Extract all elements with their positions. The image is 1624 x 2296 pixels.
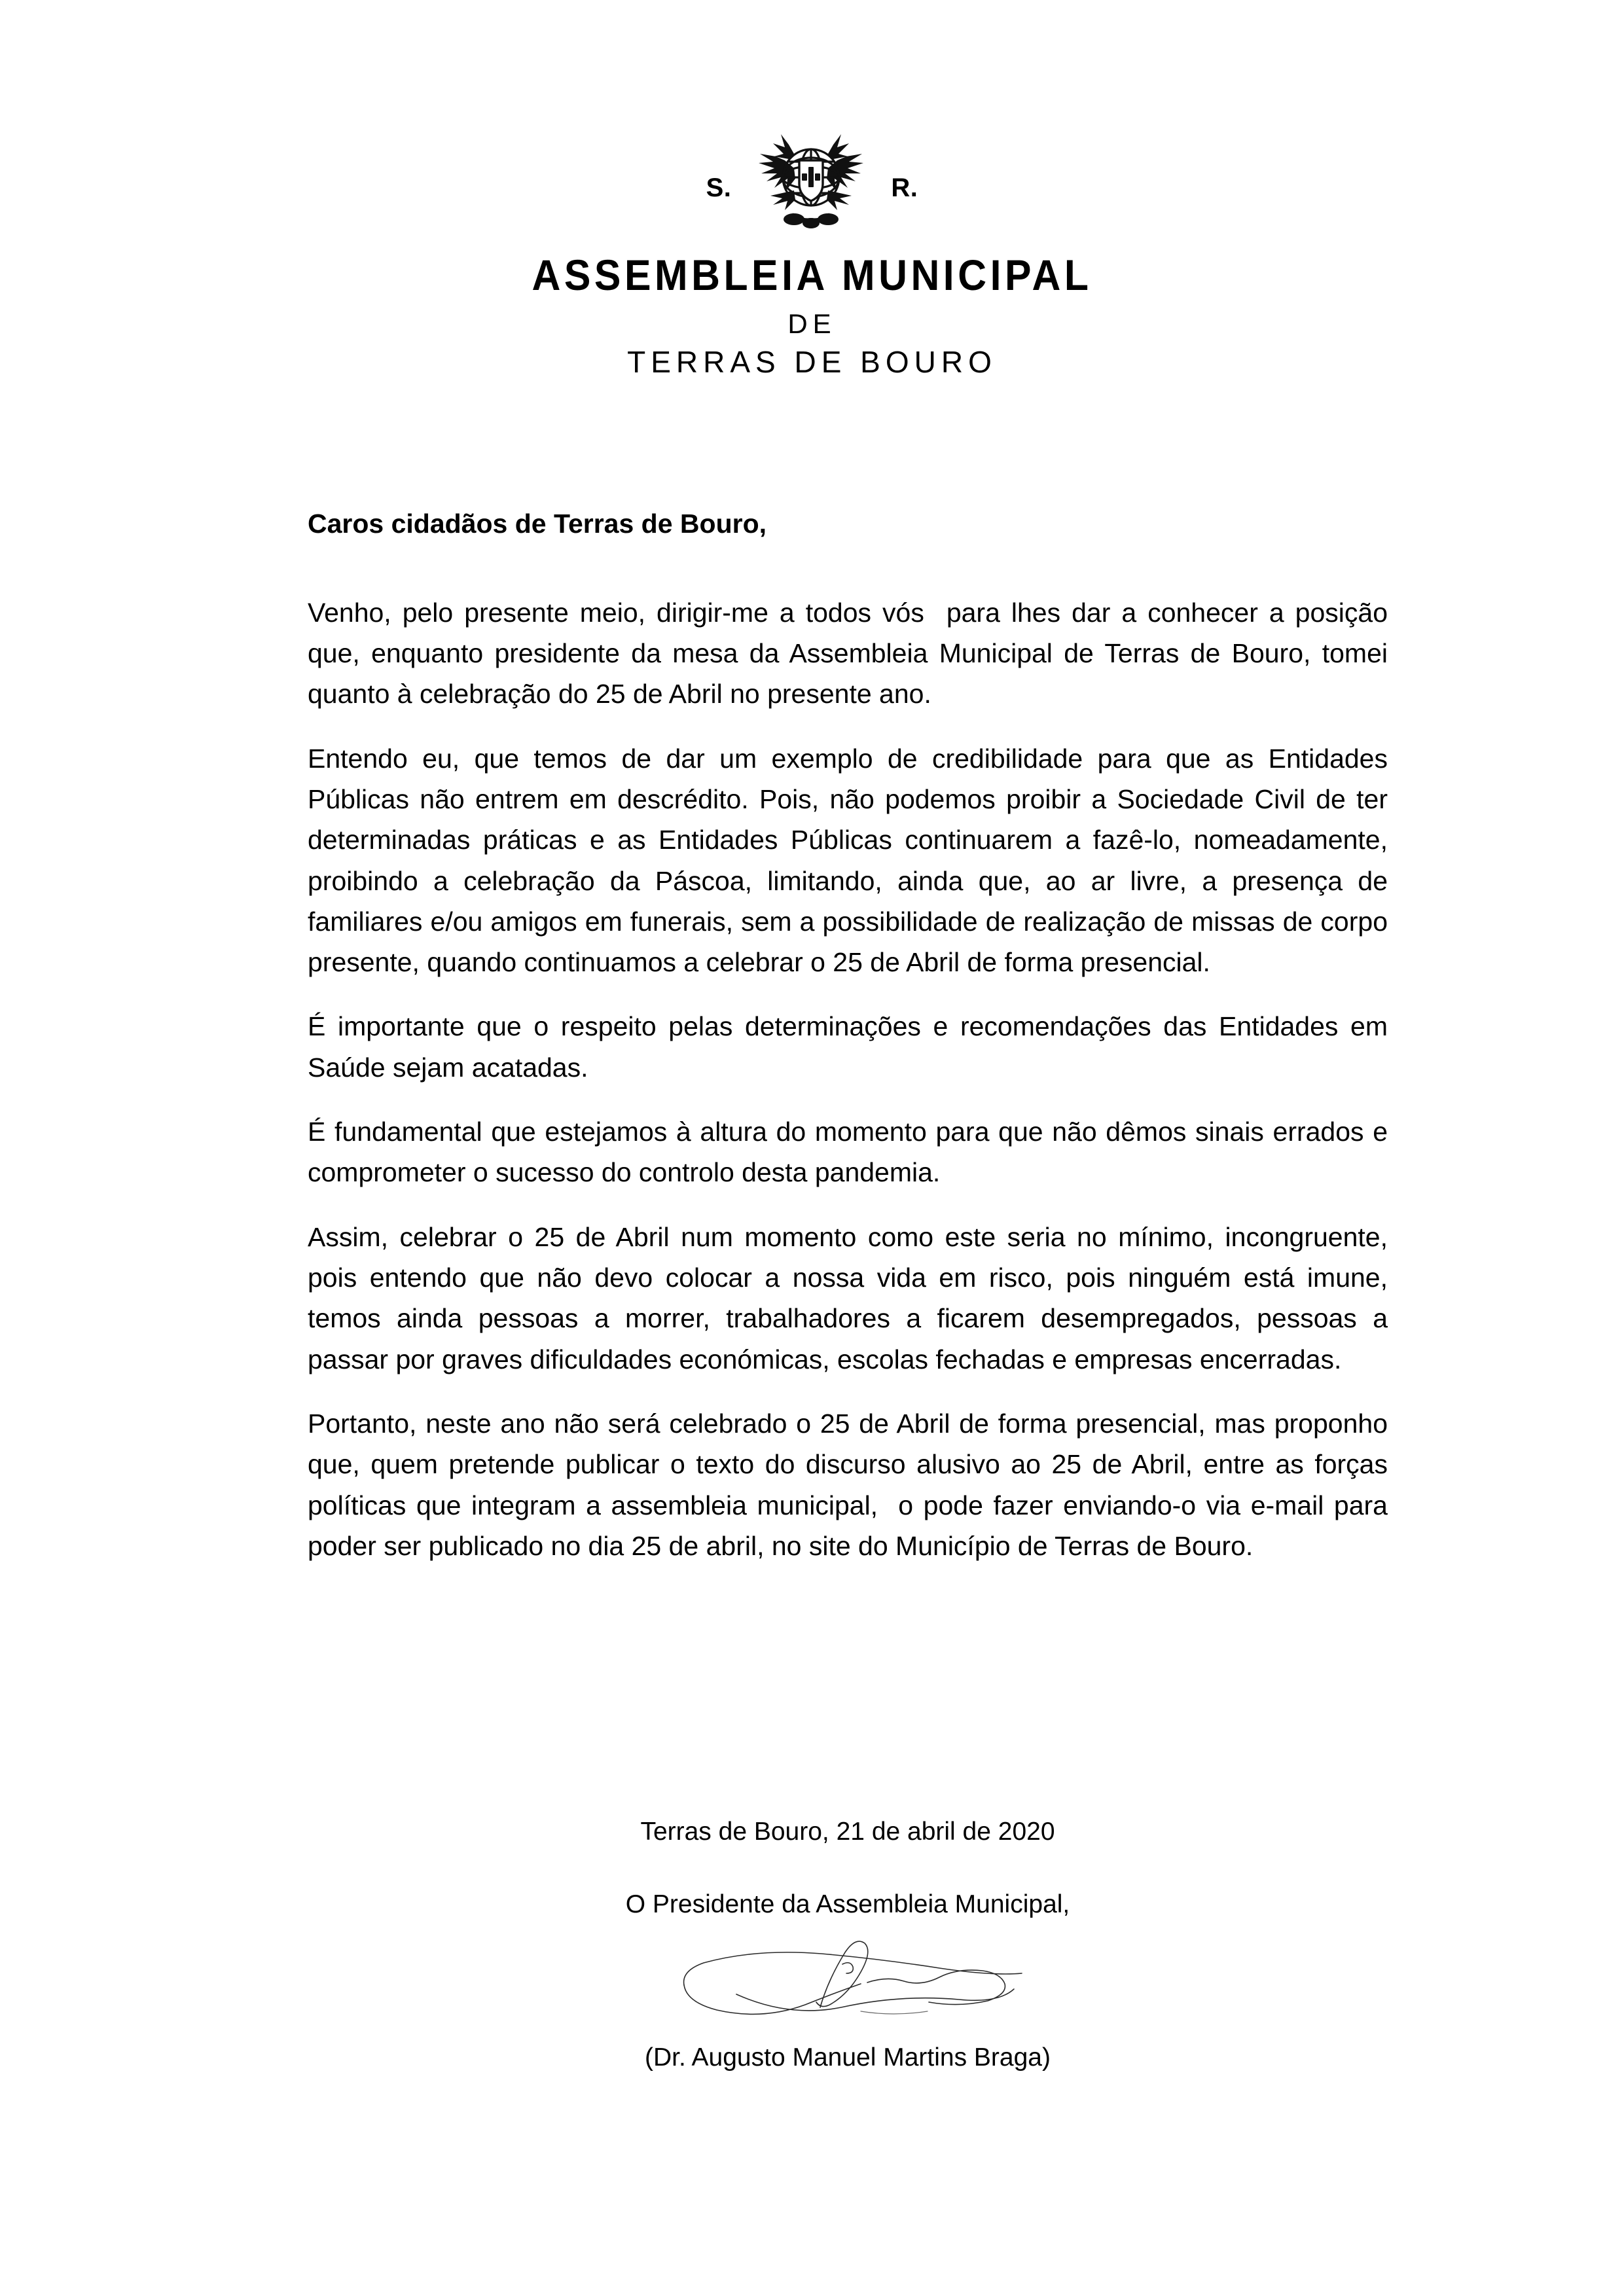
signer-role: O Presidente da Assembleia Municipal, [625, 1890, 1070, 1918]
portuguese-republic-coat-of-arms-icon [753, 128, 869, 232]
signature-area [308, 1934, 1388, 2032]
paragraph: É importante que o respeito pelas determinações e recomendações das Entidades em Saúde sejam acatadas. [308, 1011, 1396, 1083]
signer-name: (Dr. Augusto Manuel Martins Braga) [645, 2043, 1051, 2072]
salutation: Caros cidadãos de Terras de Bouro, [308, 509, 767, 539]
organization-connector: DE [787, 308, 837, 340]
handwritten-signature-icon [664, 1934, 1031, 2032]
paragraph: Entendo eu, que temos de dar um exemplo de credibilidade para que as Entidades Públicas não entrem em descrédito. Pois, não podemos proibir a Sociedade Civil de ter determinadas práticas e as Entidades Públicas continuarem a fazê-lo, nomeadamente, proibindo a celebração da Páscoa, limitando, ainda que, ao ar livre, a presença de familiares e/ou amigos em funerais, sem a possibilidade de realização de missas de corpo presente, quando continuamos a celebrar o 25 de Abril de forma presencial. [308, 743, 1396, 978]
organization-title: ASSEMBLEIA MUNICIPAL [532, 251, 1092, 299]
paragraph: Assim, celebrar o 25 de Abril num momento como este seria no mínimo, incongruente, pois entendo que não devo colocar a nossa vida em risco, pois ninguém está imune, temos ainda pessoas a morrer, trabalhadores a ficarem desempregados, pessoas a passar por graves dificuldades económicas, escolas fechadas e empresas encerradas. [308, 1221, 1396, 1374]
organization-place: TERRAS DE BOURO [627, 345, 997, 380]
paragraph: Venho, pelo presente meio, dirigir-me a todos vós para lhes dar a conhecer a posição que, enquanto presidente da mesa da Assembleia Municipal de Terras de Bouro, tomei quanto à celebração do 25 de Abril no presente ano. [308, 597, 1396, 709]
emblem-left-letter: S. [706, 173, 732, 202]
emblem-row [0, 124, 1624, 236]
emblem-right-letter: R. [891, 173, 918, 202]
paragraph: É fundamental que estejamos à altura do momento para que não dêmos sinais errados e comprometer o sucesso do controlo desta pandemia. [308, 1117, 1396, 1188]
closing-block [308, 1813, 1388, 2077]
letterhead [0, 0, 1624, 378]
place-and-date: Terras de Bouro, 21 de abril de 2020 [640, 1818, 1055, 1846]
paragraph: Portanto, neste ano não será celebrado o 25 de Abril de forma presencial, mas proponho que, quem pretende publicar o texto do discurso alusivo ao 25 de Abril, entre as forças políticas que integram a assembleia municipal, o pode fazer enviando-o via e-mail para poder ser publicado no dia 25 de abril, no site do Município de Terras de Bouro. [308, 1408, 1396, 1561]
letter-body [308, 504, 1396, 1566]
